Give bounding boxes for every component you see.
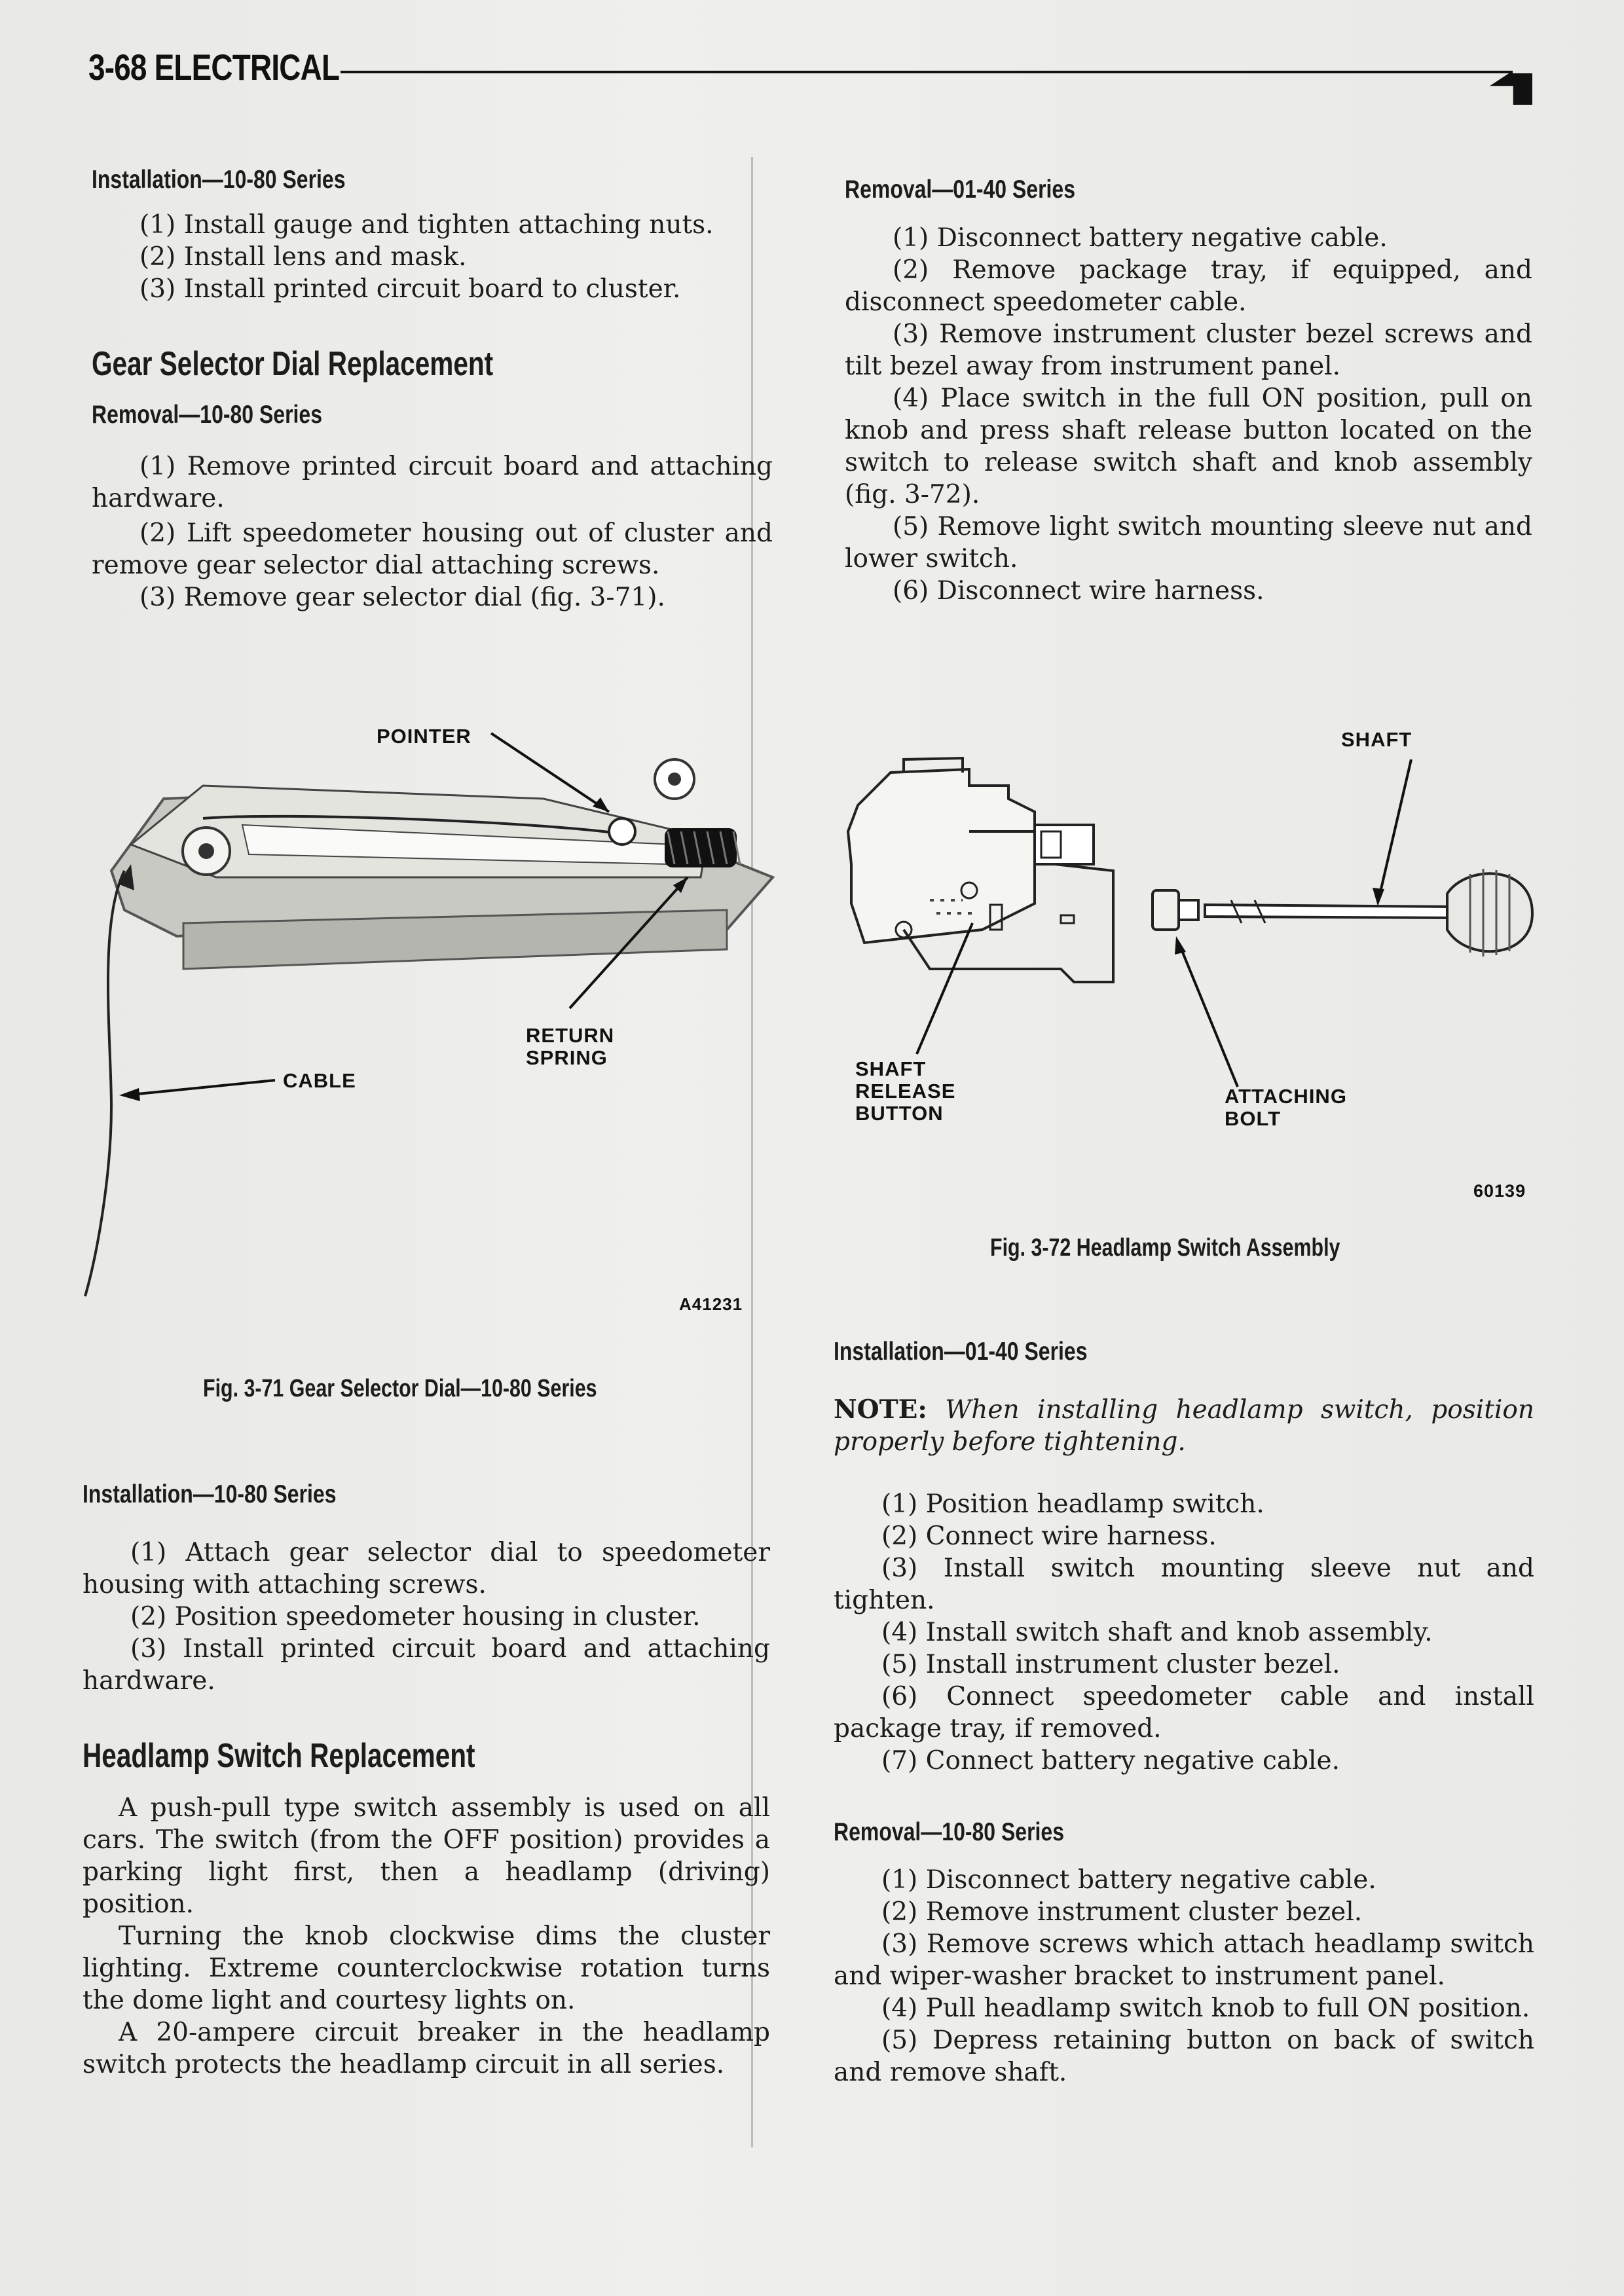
- pointer-label: POINTER: [377, 725, 471, 748]
- list-item: (3) Remove screws which attach headlamp switch and wiper-washer bracket to instrument panel.: [834, 1929, 1534, 1991]
- installation-heading: Installation—10-80 Series: [83, 1480, 337, 1508]
- removal-heading: Removal—01-40 Series: [845, 175, 1075, 204]
- left-column-top: [92, 164, 773, 613]
- note: [834, 1394, 1534, 1458]
- list-item: (5) Install instrument cluster bezel.: [881, 1650, 1340, 1679]
- list-item: (2) Lift speedometer housing out of cluster and remove gear selector dial attaching screws.: [92, 519, 773, 580]
- shaft-release-button-label: SHAFT RELEASE BUTTON: [855, 1057, 956, 1125]
- list-item: (1) Remove printed circuit board and attaching hardware.: [92, 452, 773, 513]
- right-column-bottom: [834, 1336, 1534, 2088]
- list-item: (1) Disconnect battery negative cable.: [893, 223, 1388, 253]
- removal-heading: Removal—10-80 Series: [92, 401, 322, 429]
- paragraph: Turning the knob clockwise dims the cluster lighting. Extreme counterclockwise rotation turns the dome light and courtesy lights on.: [83, 1922, 770, 2015]
- list-item: (1) Position headlamp switch.: [881, 1489, 1264, 1519]
- gear-selector-dial-drawing: [85, 714, 753, 1316]
- attaching-bolt-label: ATTACHING BOLT: [1225, 1085, 1347, 1130]
- list-item: (2) Remove instrument cluster bezel.: [881, 1897, 1363, 1927]
- section-heading: Headlamp Switch Replacement: [83, 1737, 475, 1775]
- figure-code: A41231: [679, 1294, 743, 1314]
- list-item: (2) Connect wire harness.: [881, 1522, 1217, 1551]
- list-item: (1) Attach gear selector dial to speedometer housing with attaching screws.: [83, 1538, 770, 1599]
- section-tab-mark: [1490, 73, 1532, 105]
- paragraph: A 20-ampere circuit breaker in the headlamp switch protects the headlamp circuit in all series.: [83, 2018, 770, 2079]
- list-item: (7) Connect battery negative cable.: [881, 1746, 1340, 1776]
- list-item: (3) Install printed circuit board and attaching hardware.: [83, 1634, 770, 1696]
- note-label: NOTE:: [834, 1394, 927, 1425]
- list-item: (4) Install switch shaft and knob assembly.: [881, 1618, 1433, 1647]
- list-item: (5) Depress retaining button on back of switch and remove shaft.: [834, 2026, 1534, 2087]
- installation-heading: Installation—01-40 Series: [834, 1338, 1088, 1366]
- list-item: (1) Install gauge and tighten attaching nuts.: [139, 210, 714, 240]
- left-column-bottom: [83, 1478, 770, 2081]
- list-item: (3) Remove instrument cluster bezel screws and tilt bezel away from instrument panel.: [845, 319, 1532, 381]
- list-item: (6) Disconnect wire harness.: [893, 576, 1264, 606]
- header-rule: [341, 71, 1513, 73]
- right-column-top: [845, 173, 1532, 607]
- return-spring-label: RETURN SPRING: [526, 1024, 615, 1069]
- installation-heading: Installation—10-80 Series: [92, 166, 346, 194]
- list-item: (3) Install printed circuit board to cluster.: [139, 274, 681, 304]
- page-header: 3-68 ELECTRICAL: [88, 46, 340, 88]
- paragraph: A push-pull type switch assembly is used on all cars. The switch (from the OFF position) provides a parking light first, then a headlamp (driving) position.: [83, 1793, 770, 1919]
- section-heading: Gear Selector Dial Replacement: [92, 345, 494, 383]
- list-item: (3) Install switch mounting sleeve nut and tighten.: [834, 1554, 1534, 1615]
- list-item: (2) Remove package tray, if equipped, and disconnect speedometer cable.: [845, 255, 1532, 317]
- figure-caption: Fig. 3-71 Gear Selector Dial—10-80 Series: [203, 1375, 597, 1402]
- list-item: (5) Remove light switch mounting sleeve nut and lower switch.: [845, 512, 1532, 574]
- note-text: When installing headlamp switch, position properly before tightening.: [834, 1395, 1534, 1457]
- removal-heading: Removal—10-80 Series: [834, 1818, 1064, 1846]
- list-item: (2) Install lens and mask.: [139, 242, 467, 272]
- list-item: (3) Remove gear selector dial (fig. 3-71).: [139, 583, 665, 612]
- list-item: (1) Disconnect battery negative cable.: [881, 1865, 1376, 1895]
- cable-label: CABLE: [283, 1069, 356, 1092]
- figure-caption: Fig. 3-72 Headlamp Switch Assembly: [990, 1234, 1340, 1262]
- shaft-label: SHAFT: [1341, 728, 1412, 751]
- list-item: (4) Place switch in the full ON position, pull on knob and press shaft release button located on the switch to release switch shaft and knob assembly (fig. 3-72).: [845, 384, 1532, 509]
- list-item: (4) Pull headlamp switch knob to full ON position.: [881, 1994, 1530, 2023]
- list-item: (6) Connect speedometer cable and install package tray, if removed.: [834, 1682, 1534, 1743]
- figure-code: 60139: [1473, 1181, 1526, 1201]
- list-item: (2) Position speedometer housing in cluster.: [130, 1602, 701, 1631]
